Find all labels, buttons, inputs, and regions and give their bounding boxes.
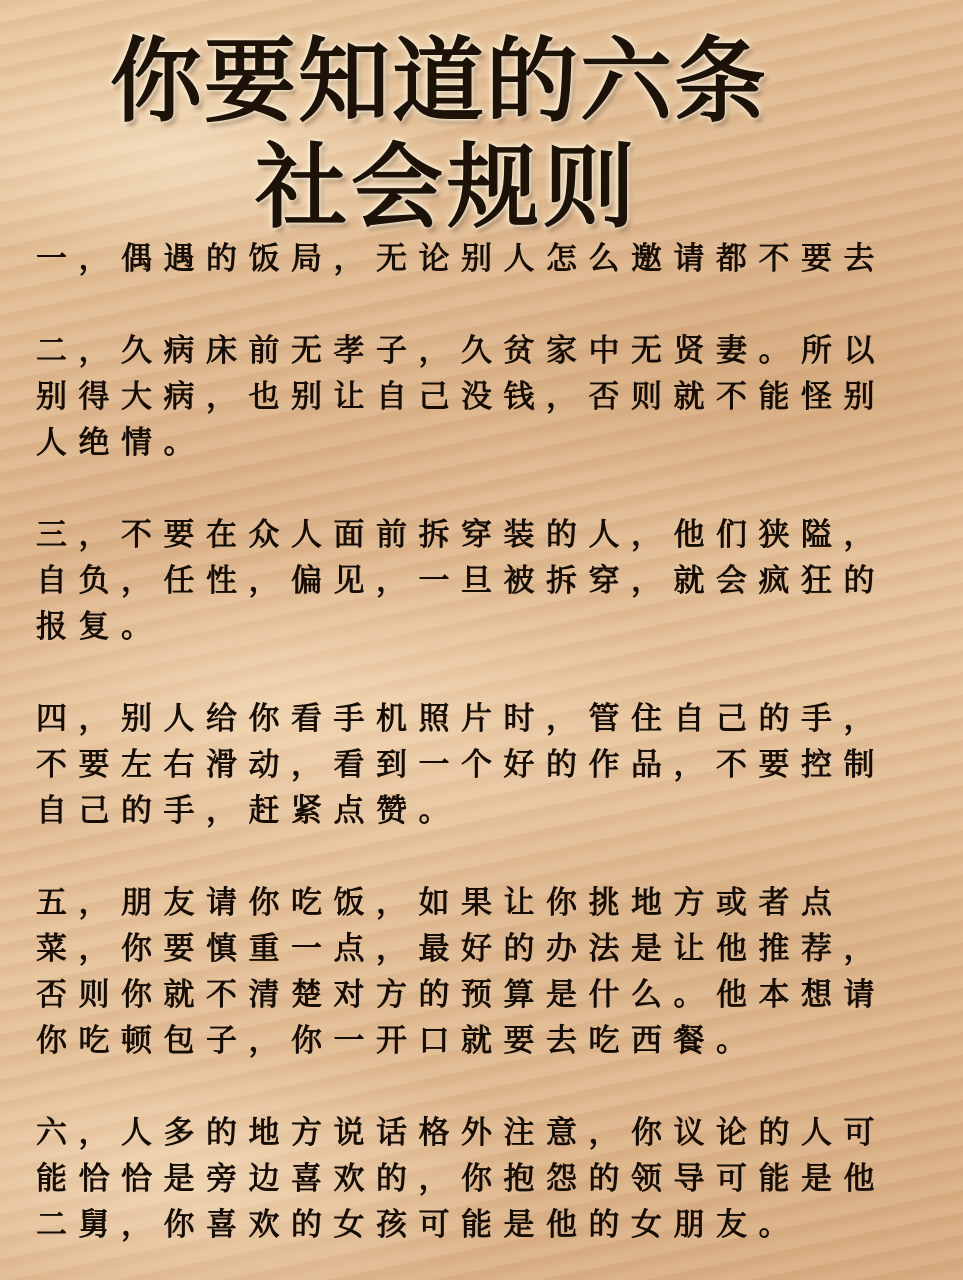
rule-item-2: 二，久病床前无孝子，久贫家中无贤妻。所以别得大病，也别让自己没钱，否则就不能怪别人绝情。 [36,333,886,461]
rule-item-1: 一，偶遇的饭局，无论别人怎么邀请都不要去 [36,241,886,277]
rule-item-4: 四，别人给你看手机照片时，管住自己的手，不要左右滑动，看到一个好的作品，不要控制自己的手，赶紧点赞。 [36,701,886,829]
page-title-line-2: 社会规则 [255,133,640,241]
page-title-line-1: 你要知道的六条 [110,27,769,135]
rules-list [36,236,920,1248]
rule-item-6: 六，人多的地方说话格外注意，你议论的人可能恰恰是旁边喜欢的，你抱怨的领导可能是他二舅，你喜欢的女孩可能是他的女朋友。 [36,1115,886,1243]
rule-item-5: 五，朋友请你吃饭，如果让你挑地方或者点菜，你要慎重一点，最好的办法是让他推荐，否则你就不清楚对方的预算是什么。他本想请你吃顿包子，你一开口就要去吃西餐。 [36,885,886,1059]
rule-item-3: 三，不要在众人面前拆穿装的人，他们狭隘，自负，任性，偏见，一旦被拆穿，就会疯狂的报复。 [36,517,886,645]
